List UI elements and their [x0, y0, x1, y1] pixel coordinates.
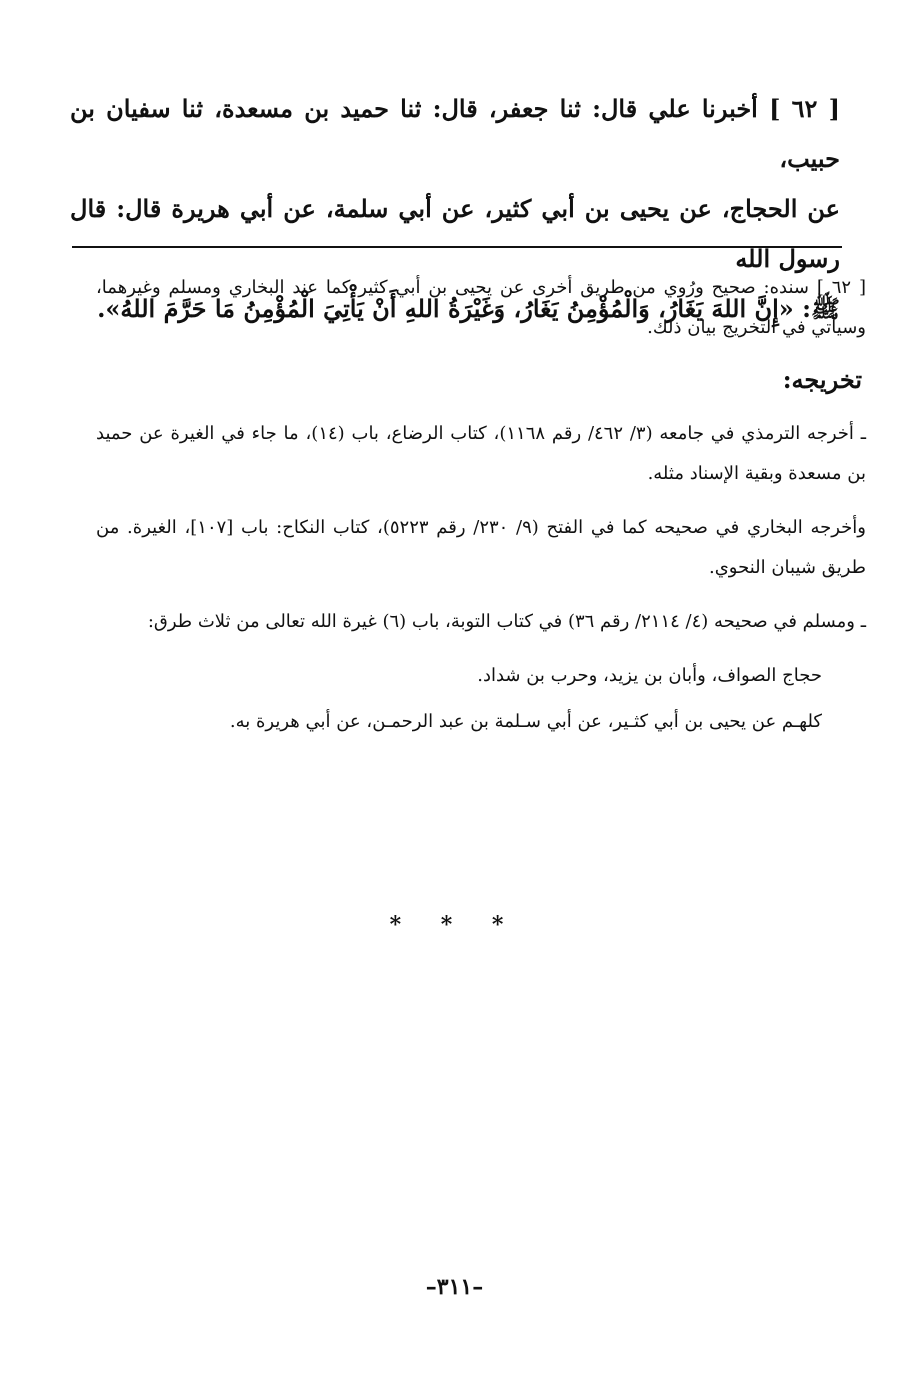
hadith-line-2: عن الحجاج، عن يحيى بن أبي كثير، عن أبي سلمة، عن أبي هريرة قال: قال رسول الله: [70, 194, 840, 273]
hadith-line-3: ﷺ: «إِنَّ اللهَ يَغَارُ، وَالْمُؤْمِنُ يَغَارُ، وَغَيْرَةُ اللهِ أَنْ يَأْتِيَ الْمُؤْمِنُ مَا حَرَّمَ اللهُ».: [97, 294, 840, 323]
footnotes: [96, 268, 866, 742]
tirmidhi-reference: ـ أخرجه الترمذي في جامعه (٣/ ٤٦٢/ رقم ١١٦٨)، كتاب الرضاع، باب (١٤)، ما جاء في الغيرة عن حميد بن مسعدة وبقية الإسناد مثله.: [96, 423, 866, 484]
sanad-note: [ ٦٢ ] سنده: صحيح ورُوي من طريق أخرى عن يحيى بن أبي كثير كما عند البخاري ومسلم وغيرهما، وسيأتي في التخريج بيان ذلك.: [96, 277, 867, 338]
bukhari-reference: وأخرجه البخاري في صحيحه كما في الفتح (٩/ ٢٣٠/ رقم ٥٢٢٣)، كتاب النكاح: باب [١٠٧]، الغيرة. من طريق شيبان النحوي.: [96, 517, 866, 578]
takhrij-heading: تخريجه:: [782, 365, 862, 394]
section-separator: * * *: [389, 912, 520, 938]
muslim-reference: ـ ومسلم في صحيحه (٤/ ٢١١٤/ رقم ٣٦) في كتاب التوبة، باب (٦) غيرة الله تعالى من ثلاث طرق:: [147, 611, 866, 632]
muslim-routes: حجاج الصواف، وأبان بن يزيد، وحرب بن شداد.: [477, 665, 822, 686]
footnote-divider: [72, 246, 842, 248]
chain-summary: كلهـم عن يحيى بن أبي كثـير، عن أبي سـلمة بن عبد الرحمـن، عن أبي هريرة به.: [229, 711, 822, 732]
page-number: –٣١١–: [425, 1274, 484, 1300]
hadith-line-1: [ ٦٢ ] أخبرنا علي قال: ثنا جعفر، قال: ثنا حميد بن مسعدة، ثنا سفيان بن حبيب،: [70, 94, 840, 173]
